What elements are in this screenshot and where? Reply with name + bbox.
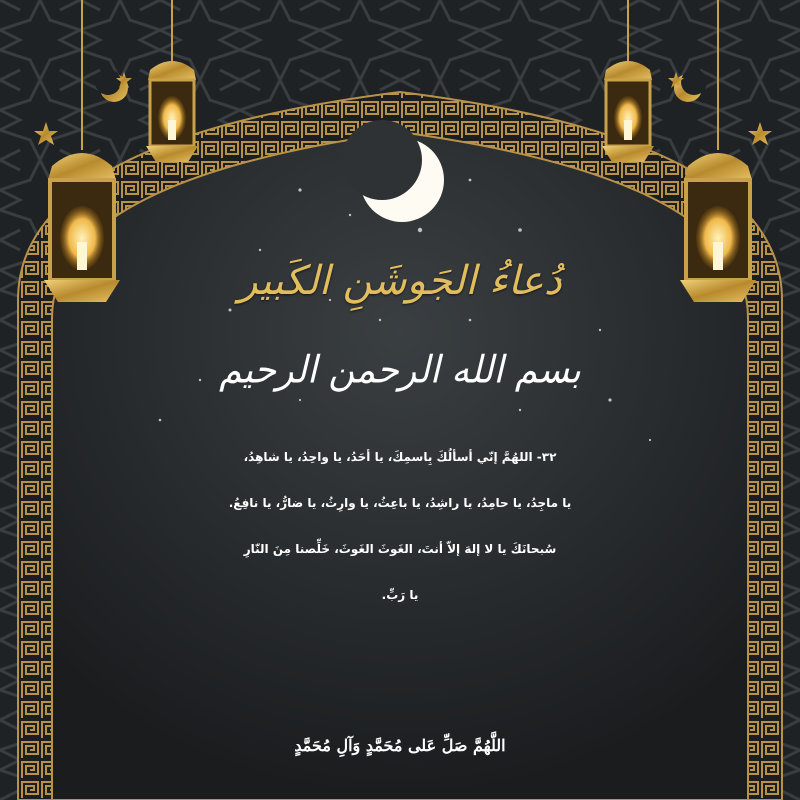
prayer-line-4: يا رَبِّ. (381, 588, 419, 602)
prayer-line-1: ٣٢- اللهُمَّ إنّي أسألُكَ بِاسمِكَ، يا أحَدُ، يا واحِدُ، يا شاهِدُ، (243, 450, 557, 464)
footer-salawat: اللَّهُمَّ صَلِّ عَلى مُحَمَّدٍ وَآلِ مُحَمَّدٍ (294, 736, 506, 755)
prayer-line-3: سُبحانَكَ يا لا إلهَ إلاّ أنتَ، الغَوثَ الغَوثَ، خَلِّصنا مِنَ النّارِ (243, 542, 557, 556)
basmala-calligraphy: بسم الله الرحمن الرحيم (219, 348, 581, 393)
prayer-line-2: يا ماجِدُ، يا حامِدُ، يا راشِدُ، يا باعِثُ، يا وارِثُ، يا ضارُّ، يا نافِعُ. (228, 496, 572, 510)
title-calligraphy: دُعاءُ الجَوشَنِ الكَبير (238, 258, 562, 304)
